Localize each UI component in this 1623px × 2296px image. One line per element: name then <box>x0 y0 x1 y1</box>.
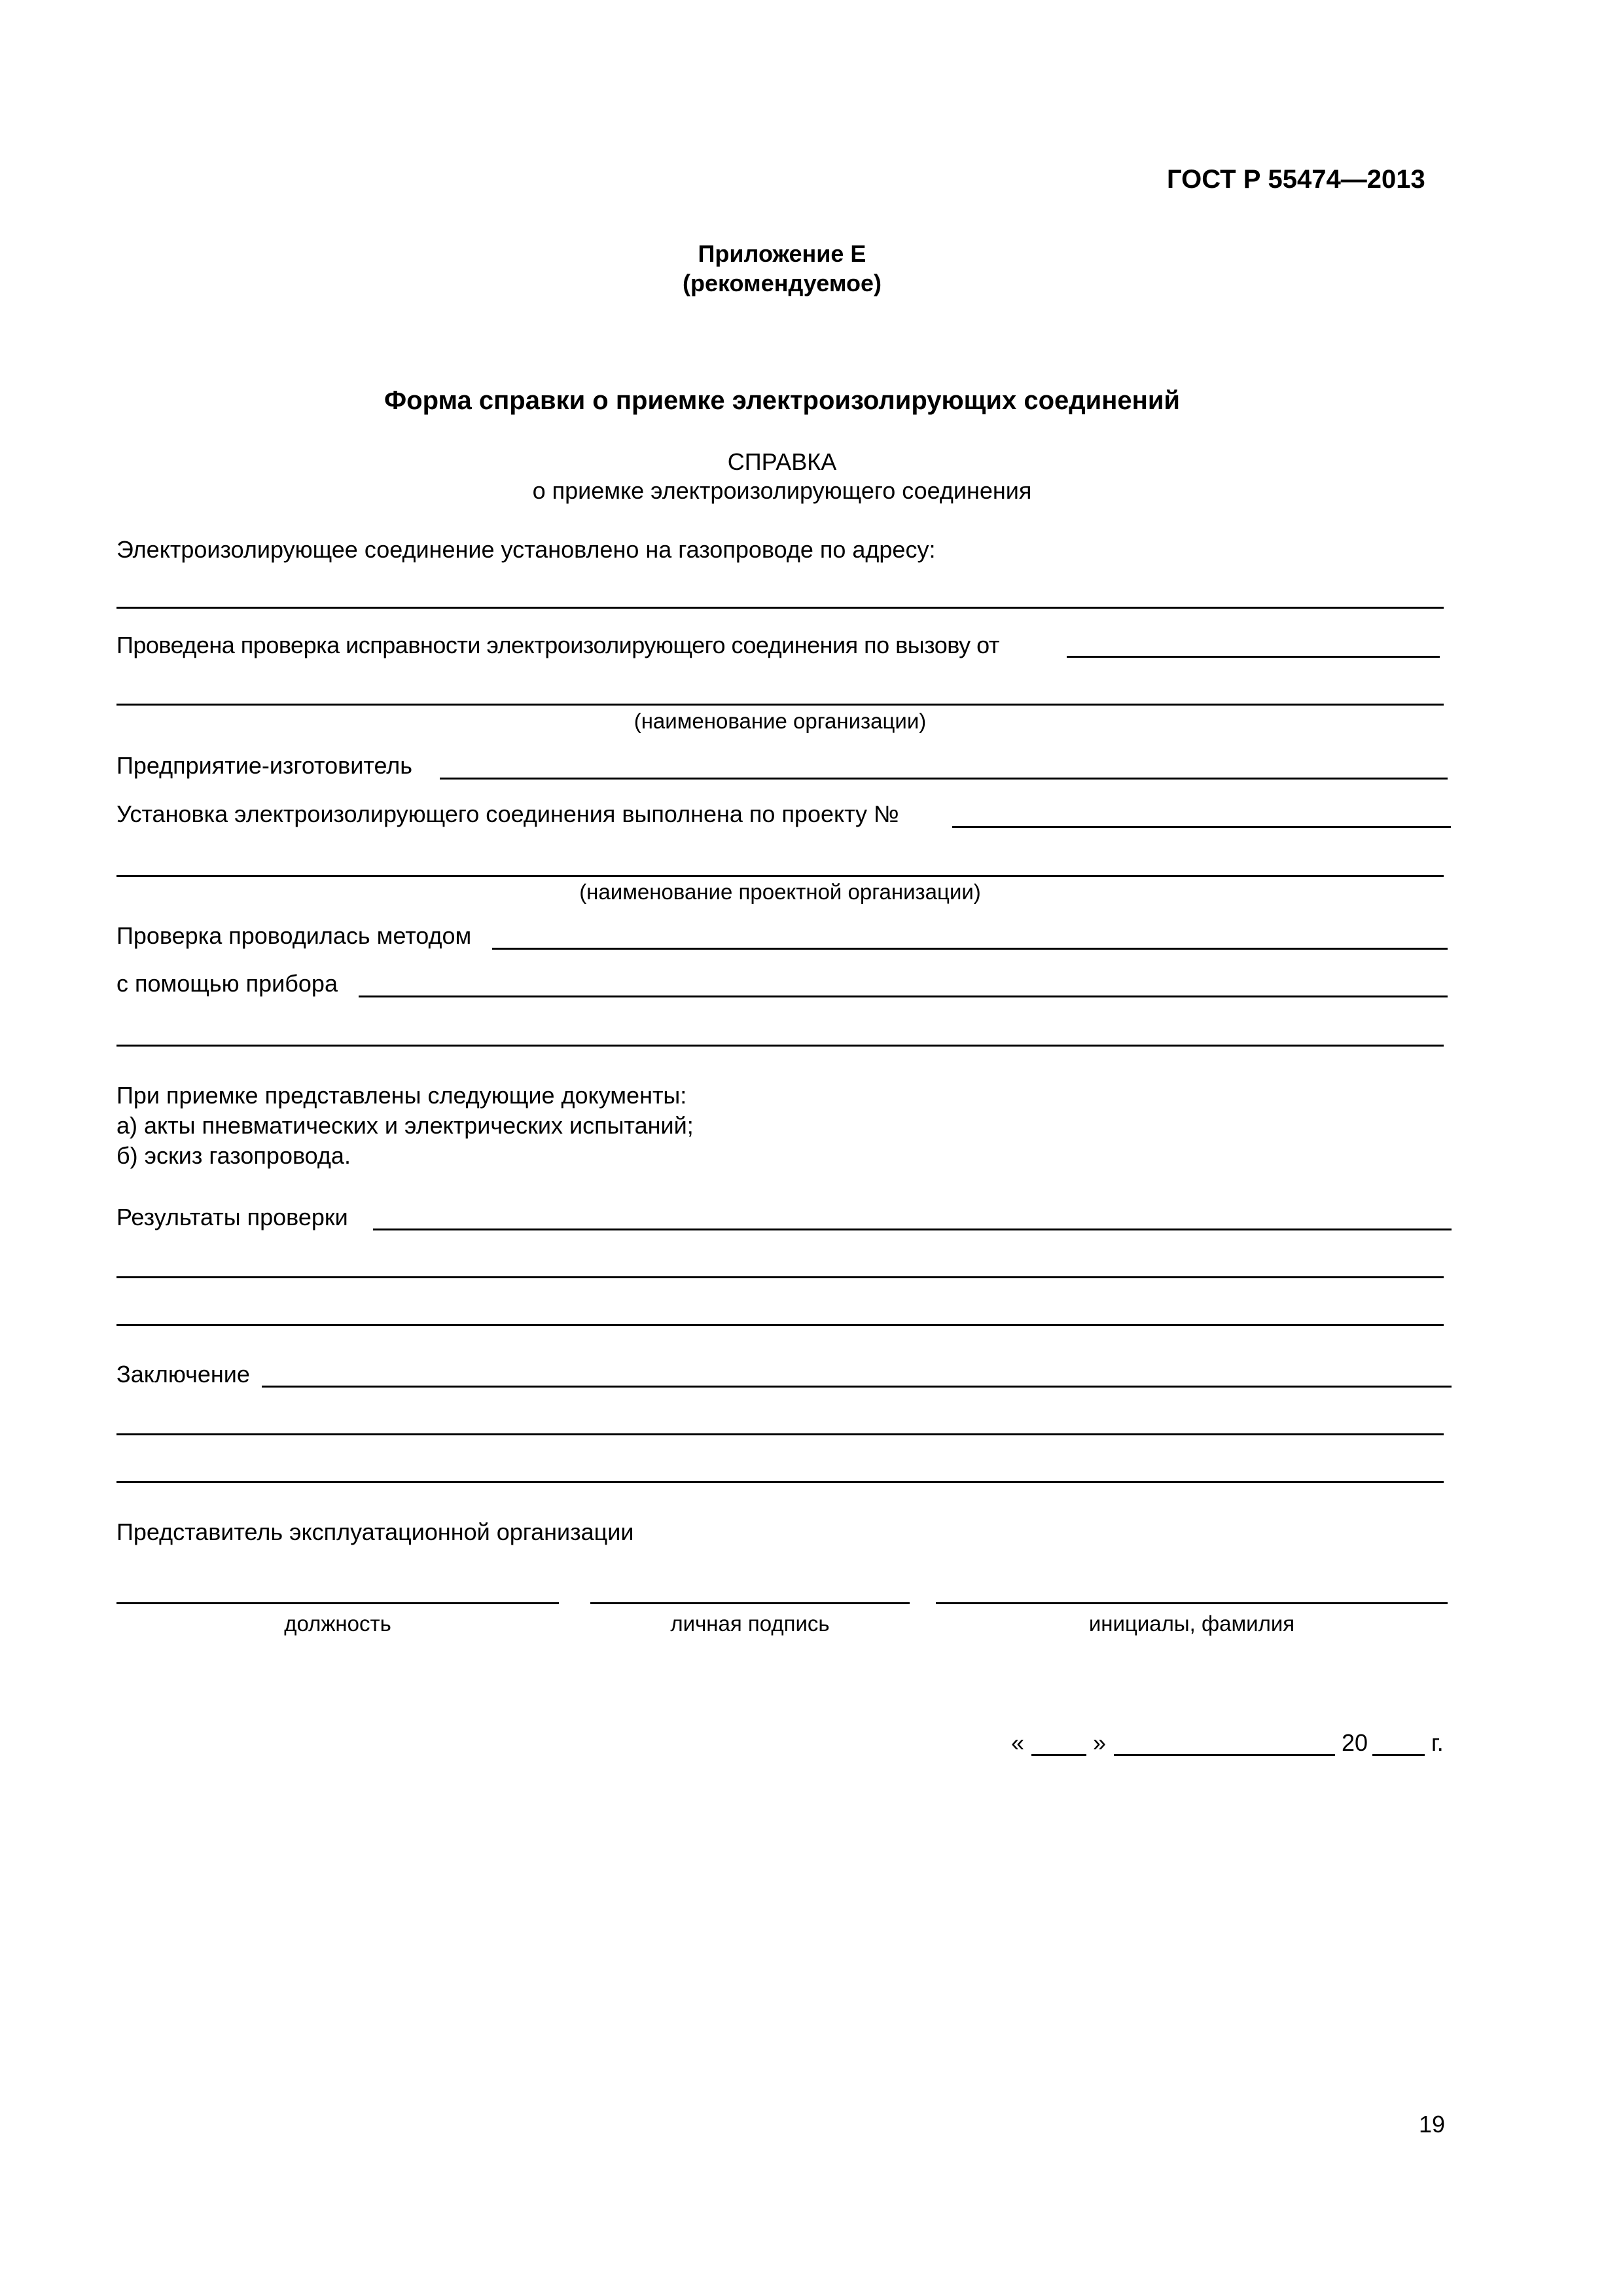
date-year-suffix: г. <box>1431 1729 1444 1756</box>
manufacturer-line[interactable] <box>440 778 1448 780</box>
representative-label: Представитель эксплуатационной организации <box>116 1518 634 1545</box>
form-title: Форма справки о приемке электроизолирующих соединений <box>384 386 1180 415</box>
date-year-line[interactable] <box>1372 1754 1425 1756</box>
date-month-line[interactable] <box>1114 1754 1335 1756</box>
results-label: Результаты проверки <box>116 1204 348 1230</box>
design-organization-caption: (наименование проектной организации) <box>579 880 981 904</box>
date-day-line[interactable] <box>1031 1754 1086 1756</box>
results-line-2[interactable] <box>116 1276 1444 1278</box>
check-label: Проведена проверка исправности электроизолирующего соединения по вызову от <box>116 632 999 658</box>
date-open-quote: « <box>1011 1729 1025 1756</box>
certificate-title: СПРАВКА <box>727 448 837 475</box>
device-line[interactable] <box>359 996 1448 997</box>
documents-intro: При приемке представлены следующие документы: <box>116 1082 687 1109</box>
conclusion-line[interactable] <box>262 1386 1452 1388</box>
project-number-line[interactable] <box>952 826 1451 828</box>
address-line[interactable] <box>116 607 1444 609</box>
standard-number: ГОСТ Р 55474—2013 <box>1167 165 1425 194</box>
design-organization-line[interactable] <box>116 875 1444 877</box>
name-line[interactable] <box>936 1602 1448 1604</box>
method-label: Проверка проводилась методом <box>116 922 472 949</box>
signature-caption: личная подпись <box>670 1611 830 1636</box>
appendix-status: (рекомендуемое) <box>683 270 882 296</box>
conclusion-line-2[interactable] <box>116 1433 1444 1435</box>
device-label: с помощью прибора <box>116 970 338 997</box>
results-line-3[interactable] <box>116 1324 1444 1326</box>
organization-caption: (наименование организации) <box>633 709 927 733</box>
check-caller-line[interactable] <box>1067 656 1440 658</box>
certificate-subtitle: о приемке электроизолирующего соединения <box>532 477 1032 504</box>
position-line[interactable] <box>116 1602 559 1604</box>
conclusion-line-3[interactable] <box>116 1481 1444 1483</box>
appendix-title: Приложение Е <box>698 240 866 267</box>
address-label: Электроизолирующее соединение установлено на газопроводе по адресу: <box>116 536 936 563</box>
results-line[interactable] <box>373 1229 1452 1230</box>
date-close-quote: » <box>1093 1729 1107 1756</box>
page-number: 19 <box>1419 2111 1446 2138</box>
manufacturer-label: Предприятие-изготовитель <box>116 752 413 779</box>
date-year-prefix: 20 <box>1342 1729 1368 1756</box>
document-item: б) эскиз газопровода. <box>116 1142 351 1169</box>
name-caption: инициалы, фамилия <box>1088 1611 1295 1636</box>
signature-line[interactable] <box>590 1602 910 1604</box>
method-line[interactable] <box>492 948 1448 950</box>
conclusion-label: Заключение <box>116 1361 250 1388</box>
device-line-2[interactable] <box>116 1045 1444 1047</box>
install-label: Установка электроизолирующего соединения выполнена по проекту № <box>116 800 899 827</box>
position-caption: должность <box>284 1611 391 1636</box>
organization-line[interactable] <box>116 704 1444 706</box>
document-item: а) акты пневматических и электрических испытаний; <box>116 1112 694 1139</box>
